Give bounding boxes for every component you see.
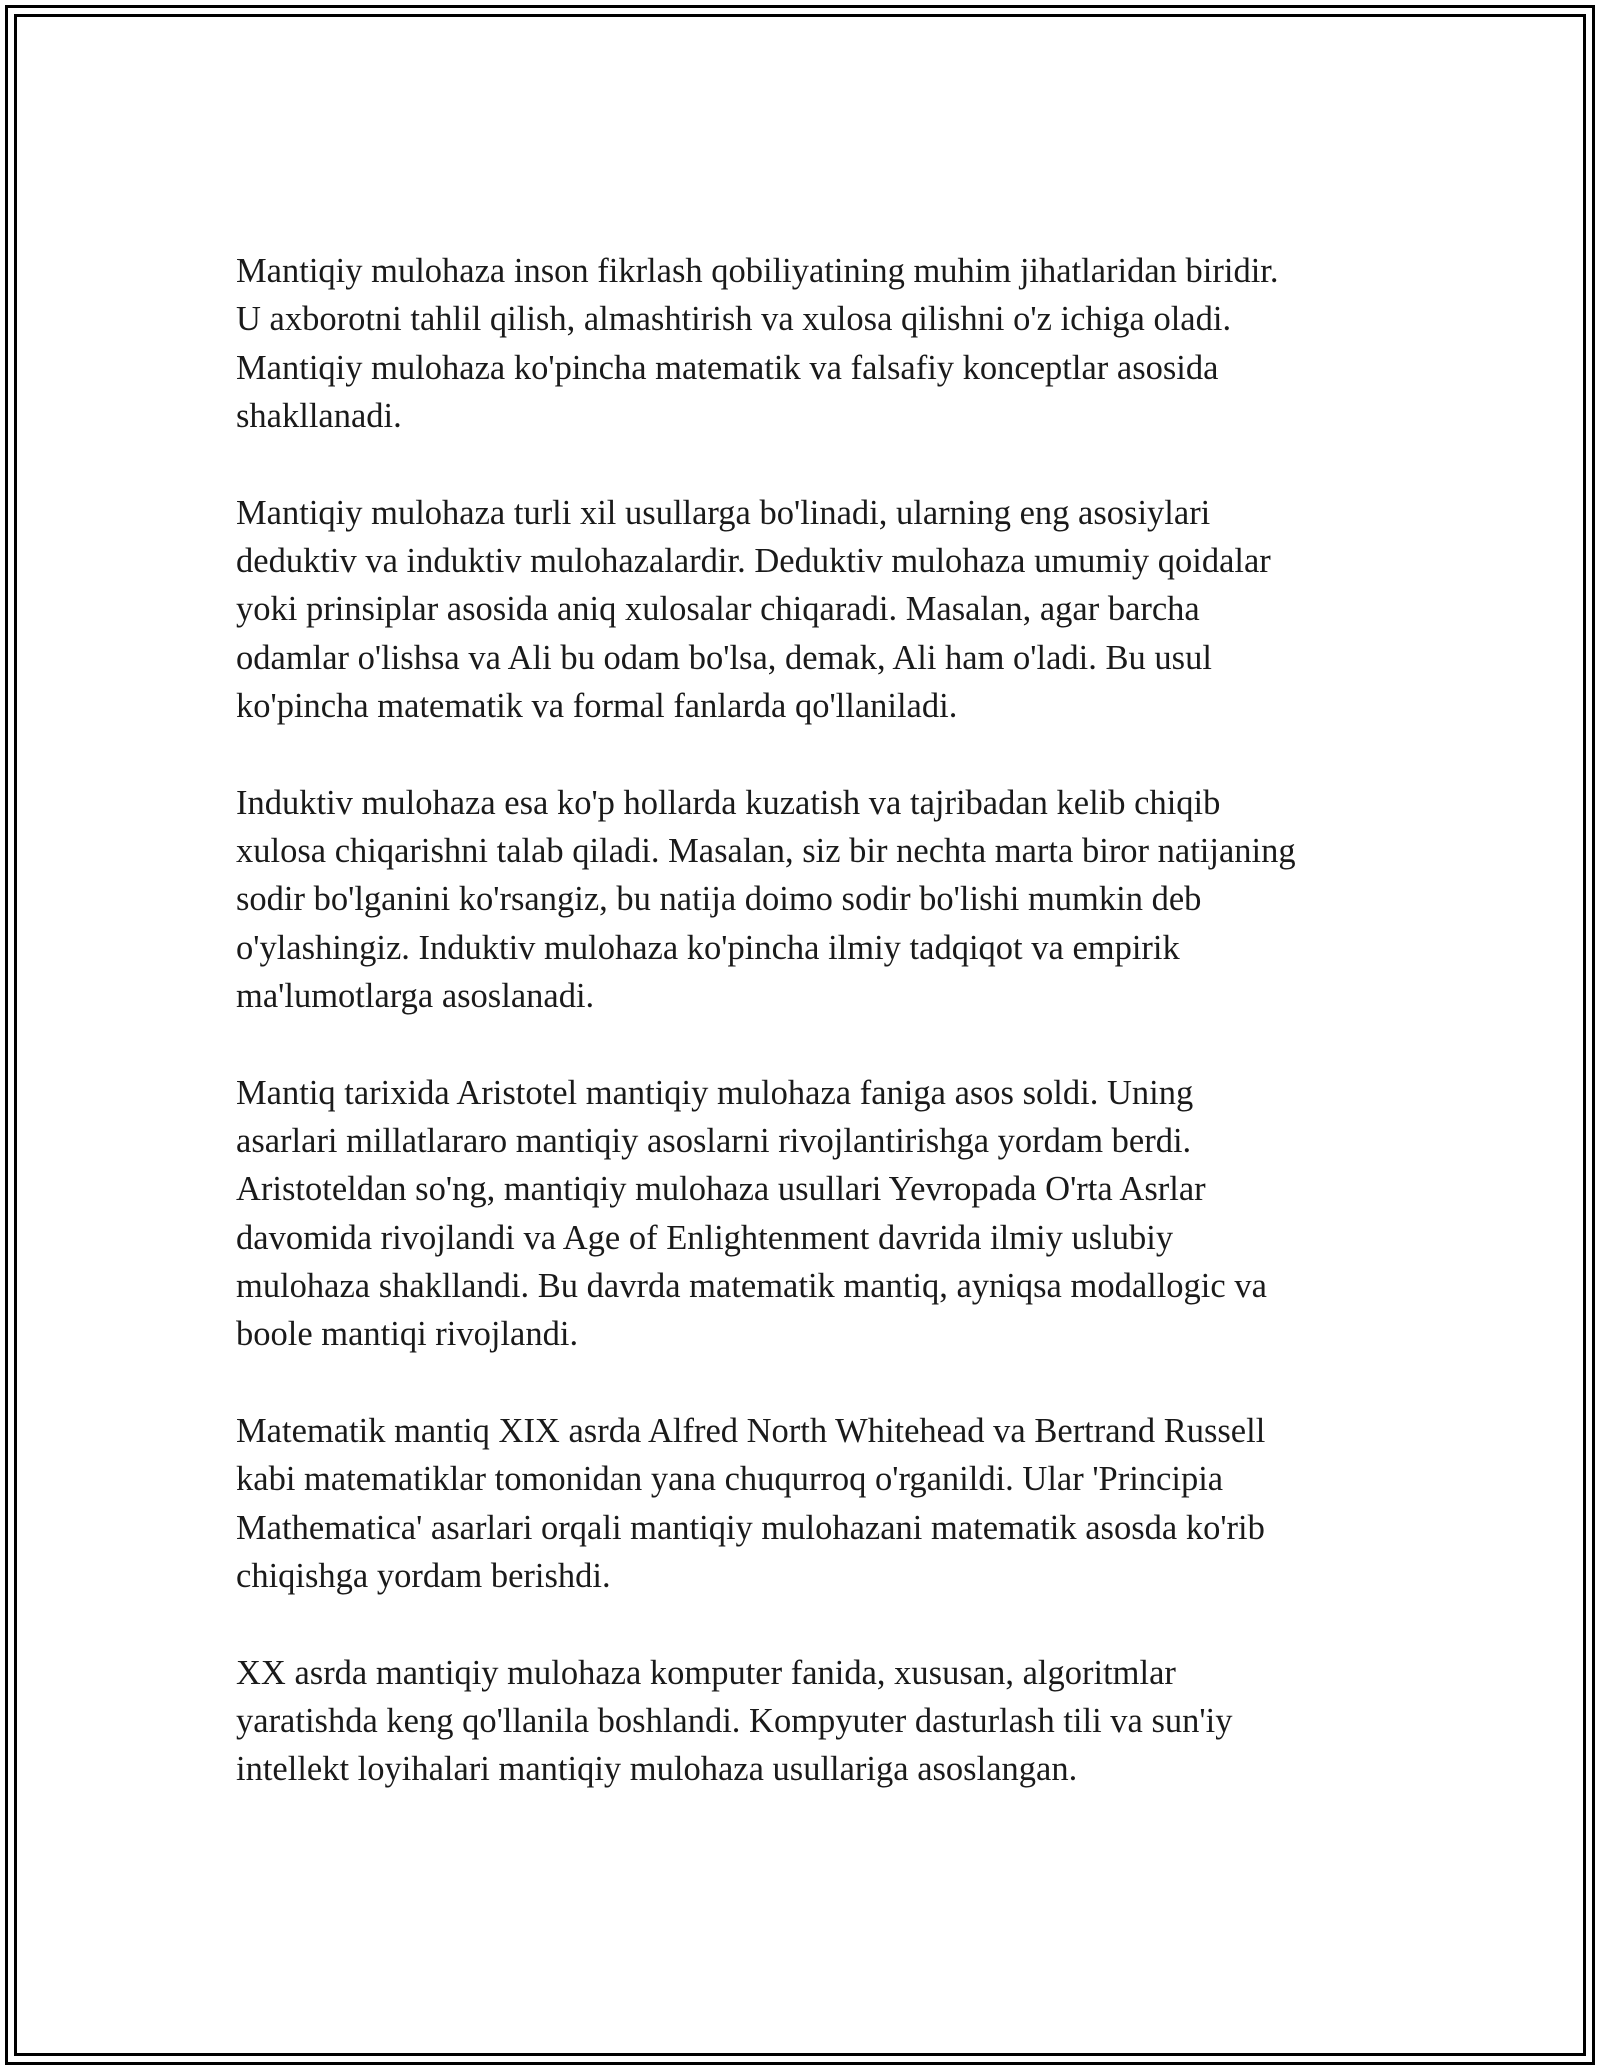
- text-line: Aristoteldan so'ng, mantiqiy mulohaza usullari Yevropada O'rta Asrlar: [236, 1170, 1206, 1209]
- text-line: davomida rivojlandi va Age of Enlightenment davrida ilmiy uslubiy: [236, 1218, 1174, 1257]
- text-line: U axborotni tahlil qilish, almashtirish va xulosa qilishni o'z ichiga oladi.: [236, 300, 1232, 339]
- text-line: Mathematica' asarlari orqali mantiqiy mulohazani matematik asosda ko'rib: [236, 1508, 1265, 1547]
- text-line: asarlari millatlararo mantiqiy asoslarni rivojlantirishga yordam berdi.: [236, 1121, 1192, 1160]
- paragraph-6: [236, 1649, 1386, 1794]
- text-line: deduktiv va induktiv mulohazalardir. Deduktiv mulohaza umumiy qoidalar: [236, 541, 1271, 580]
- text-line: Matematik mantiq XIX asrda Alfred North Whitehead va Bertrand Russell: [236, 1411, 1266, 1450]
- text-line: intellekt loyihalari mantiqiy mulohaza usullariga asoslangan.: [236, 1750, 1078, 1789]
- text-line: boole mantiqi rivojlandi.: [236, 1315, 579, 1354]
- text-line: chiqishga yordam berishdi.: [236, 1556, 611, 1595]
- text-line: yoki prinsiplar asosida aniq xulosalar chiqaradi. Masalan, agar barcha: [236, 590, 1200, 629]
- text-line: Mantiqiy mulohaza turli xil usullarga bo'linadi, ularning eng asosiylari: [236, 493, 1211, 532]
- text-line: ko'pincha matematik va formal fanlarda qo'llaniladi.: [236, 686, 958, 725]
- text-line: ma'lumotlarga asoslanadi.: [236, 976, 595, 1015]
- text-line: sodir bo'lganini ko'rsangiz, bu natija doimo sodir bo'lishi mumkin deb: [236, 880, 1202, 919]
- text-line: shakllanadi.: [236, 396, 402, 435]
- text-line: yaratishda keng qo'llanila boshlandi. Kompyuter dasturlash tili va sun'iy: [236, 1701, 1233, 1740]
- text-line: mulohaza shakllandi. Bu davrda matematik mantiq, ayniqsa modallogic va: [236, 1266, 1267, 1305]
- text-line: xulosa chiqarishni talab qiladi. Masalan, siz bir nechta marta biror natijaning: [236, 831, 1296, 870]
- text-line: XX asrda mantiqiy mulohaza komputer fanida, xususan, algoritmlar: [236, 1653, 1176, 1692]
- text-line: Mantiqiy mulohaza inson fikrlash qobiliyatining muhim jihatlaridan biridir.: [236, 252, 1279, 290]
- text-line: Induktiv mulohaza esa ko'p hollarda kuzatish va tajribadan kelib chiqib: [236, 783, 1221, 822]
- paragraph-2: [236, 489, 1386, 730]
- text-line: kabi matematiklar tomonidan yana chuqurroq o'rganildi. Ular 'Principia: [236, 1460, 1224, 1499]
- paragraph-3: [236, 779, 1386, 1020]
- text-line: Mantiq tarixida Aristotel mantiqiy mulohaza faniga asos soldi. Uning: [236, 1073, 1194, 1112]
- paragraph-5: [236, 1407, 1386, 1600]
- text-line: o'ylashingiz. Induktiv mulohaza ko'pincha ilmiy tadqiqot va empirik: [236, 928, 1180, 967]
- text-line: odamlar o'lishsa va Ali bu odam bo'lsa, demak, Ali ham o'ladi. Bu usul: [236, 638, 1212, 677]
- paragraph-4: [236, 1069, 1386, 1359]
- document-body: [236, 247, 1386, 1842]
- paragraph-1: [236, 247, 1386, 440]
- text-line: Mantiqiy mulohaza ko'pincha matematik va falsafiy konceptlar asosida: [236, 348, 1219, 387]
